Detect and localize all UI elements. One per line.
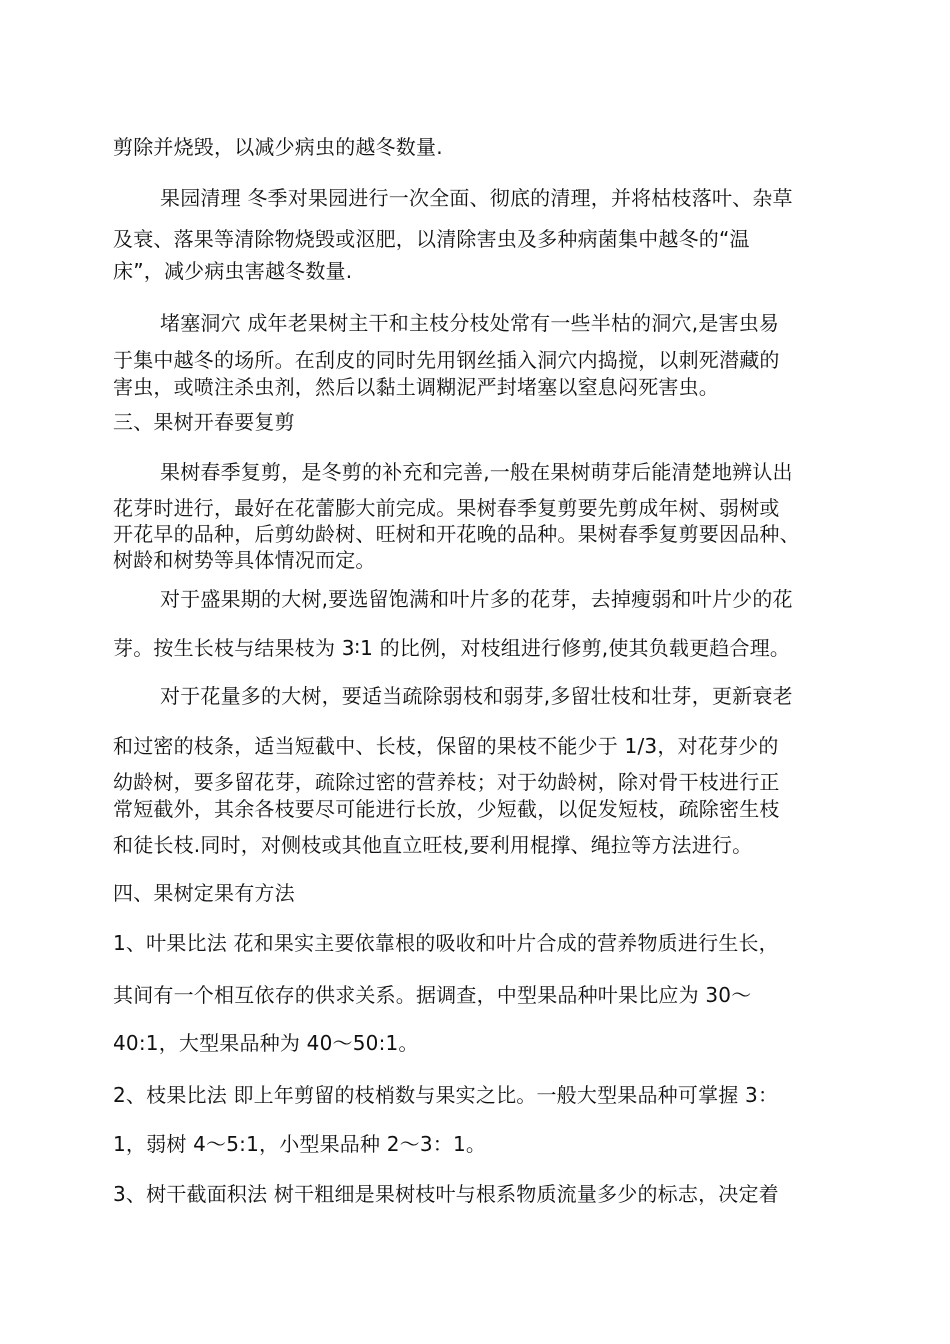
text-line: 花芽时进行，最好在花蕾膨大前完成。果树春季复剪要先剪成年树、弱树或 (113, 496, 780, 520)
paragraph-orchard-cleanup: 果园清理 冬季对果园进行一次全面、彻底的清理，并将枯枝落叶、杂草 (160, 186, 793, 210)
text-line: 幼龄树，要多留花芽，疏除过密的营养枝；对于幼龄树，除对骨干枝进行正 (113, 770, 780, 794)
text-line: 树龄和树势等具体情况而定。 (113, 548, 376, 572)
paragraph-trunk-section: 3、树干截面积法 树干粗细是果树枝叶与根系物质流量多少的标志，决定着 (113, 1182, 779, 1206)
section-heading-3: 三、果树开春要复剪 (113, 410, 295, 434)
text-line: 和过密的枝条，适当短截中、长枝，保留的果枝不能少于 1/3，对花芽少的 (113, 734, 779, 758)
text-line: 常短截外，其余各枝要尽可能进行长放，少短截，以促发短枝，疏除密生枝 (113, 797, 780, 821)
paragraph-branch-fruit-ratio: 2、枝果比法 即上年剪留的枝梢数与果实之比。一般大型果品种可掌握 3： (113, 1083, 779, 1107)
paragraph-heavy-bloom: 对于花量多的大树，要适当疏除弱枝和弱芽,多留壮枝和壮芽，更新衰老 (160, 684, 793, 708)
paragraph-block-holes: 堵塞洞穴 成年老果树主干和主枝分枝处常有一些半枯的洞穴,是害虫易 (160, 311, 780, 335)
paragraph-leaf-fruit-ratio: 1、叶果比法 花和果实主要依靠根的吸收和叶片合成的营养物质进行生长， (113, 931, 779, 955)
text-line: 床”，减少病虫害越冬数量. (113, 259, 353, 283)
text-line: 和徒长枝.同时，对侧枝或其他直立旺枝,要利用棍撑、绳拉等方法进行。 (113, 833, 753, 857)
section-heading-4: 四、果树定果有方法 (113, 881, 295, 905)
text-line: 40:1，大型果品种为 40～50:1。 (113, 1031, 419, 1055)
text-line: 芽。按生长枝与结果枝为 3∶1 的比例，对枝组进行修剪,使其负载更趋合理。 (113, 636, 791, 660)
text-line: 及衰、落果等清除物烧毁或沤肥，以清除害虫及多种病菌集中越冬的“温 (113, 227, 750, 251)
text-line: 于集中越冬的场所。在刮皮的同时先用钢丝插入洞穴内捣搅，以刺死潜藏的 (113, 348, 780, 372)
paragraph-spring-pruning: 果树春季复剪，是冬剪的补充和完善,一般在果树萌芽后能清楚地辨认出 (160, 460, 793, 484)
text-line: 害虫，或喷注杀虫剂，然后以黏土调糊泥严封堵塞以窒息闷死害虫。 (113, 375, 719, 399)
text-line: 剪除并烧毁，以减少病虫的越冬数量. (113, 135, 443, 159)
text-line: 其间有一个相互依存的供求关系。据调查，中型果品种叶果比应为 30～ (113, 983, 752, 1007)
text-line: 1，弱树 4～5:1，小型果品种 2～3：1。 (113, 1132, 487, 1156)
text-line: 开花早的品种，后剪幼龄树、旺树和开花晚的品种。果树春季复剪要因品种、 (113, 522, 800, 546)
paragraph-mature-trees: 对于盛果期的大树,要选留饱满和叶片多的花芽，去掉瘦弱和叶片少的花 (160, 587, 793, 611)
